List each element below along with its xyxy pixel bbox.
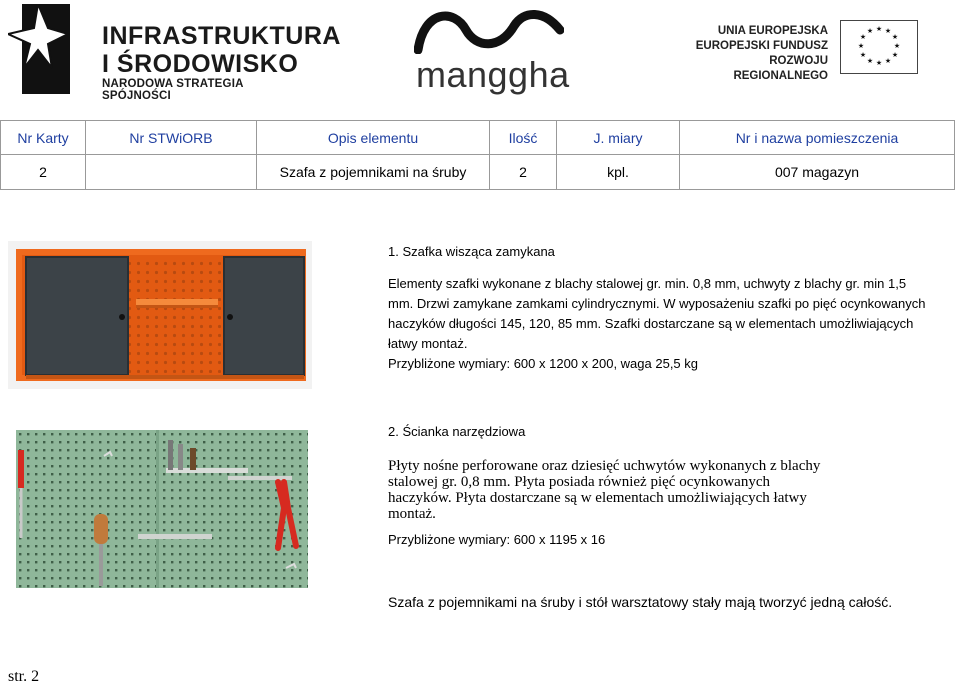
section1-line: haczyków długości 145, 120, 85 mm. Szafki dostarczane są w elementach umożliwiających: [388, 316, 914, 331]
infra-title-line2: I ŚRODOWISKO: [102, 50, 299, 78]
header-pomieszczenie: Nr i nazwa pomieszczenia: [680, 121, 955, 155]
cell-ilosc: 2: [490, 155, 557, 190]
section2-line: haczyków. Płyta dostarczane są w elementach umożliwiających łatwy: [388, 490, 807, 506]
header-ilosc: Ilość: [490, 121, 557, 155]
section2-dimensions: Przybliżone wymiary: 600 x 1195 x 16: [388, 532, 606, 547]
eu-text: [688, 24, 828, 84]
eu-line2: EUROPEJSKI FUNDUSZ: [695, 40, 828, 52]
manggha-wave-icon: [414, 4, 564, 54]
header-nr-karty: Nr Karty: [1, 121, 86, 155]
infra-star-emblem-icon: [8, 4, 70, 94]
svg-text:★: ★: [859, 33, 867, 41]
element-table: [0, 120, 955, 190]
eu-line1: UNIA EUROPEJSKA: [717, 25, 828, 37]
eu-flag-icon: [840, 20, 918, 74]
svg-text:★: ★: [875, 25, 883, 33]
section1-line: łatwy montaż.: [388, 336, 468, 351]
tool-board-image: [16, 430, 308, 588]
manggha-logo: [412, 4, 572, 96]
footer-note: Szafa z pojemnikami na śruby i stół warsztatowy stały mają tworzyć jedną całość.: [388, 594, 893, 610]
svg-text:★: ★: [891, 51, 899, 59]
header-nr-stwiorb: Nr STWiORB: [86, 121, 257, 155]
svg-text:★: ★: [866, 27, 874, 35]
svg-text:★: ★: [875, 59, 883, 67]
section1-line: Elementy szafki wykonane z blachy stalowej gr. min. 0,8 mm, uchwyty z blachy gr. min 1,5: [388, 276, 907, 291]
svg-text:★: ★: [893, 42, 901, 50]
section2-line: stalowej gr. 0,8 mm. Płyta posiada również pięć ocynkowanych: [388, 474, 770, 490]
cell-pomieszczenie: 007 magazyn: [680, 155, 955, 190]
infrastruktura-logo: [8, 0, 341, 102]
table-header-row: [1, 121, 955, 155]
section1-line: mm. Drzwi zamykane zamkami cylindrycznymi. W wyposażeniu szafki po pięć ocynkowanych: [388, 296, 926, 311]
svg-text:★: ★: [859, 51, 867, 59]
cell-opis-elementu: Szafa z pojemnikami na śruby: [257, 155, 490, 190]
infra-title-line1: INFRASTRUKTURA: [102, 22, 341, 50]
header-opis-elementu: Opis elementu: [257, 121, 490, 155]
table-row: [1, 155, 955, 190]
section2-line: Płyty nośne perforowane oraz dziesięć uchwytów wykonanych z blachy: [388, 458, 821, 474]
section1-dimensions: Przybliżone wymiary: 600 x 1200 x 200, waga 25,5 kg: [388, 356, 699, 371]
eu-line3: ROZWOJU REGIONALNEGO: [733, 55, 828, 82]
eu-logo: [688, 24, 950, 84]
infra-subtitle: NARODOWA STRATEGIA SPÓJNOŚCI: [102, 78, 244, 102]
section2-line: montaż.: [388, 506, 436, 522]
svg-text:★: ★: [891, 33, 899, 41]
svg-text:★: ★: [884, 27, 892, 35]
svg-text:★: ★: [884, 57, 892, 65]
section2: [388, 422, 948, 442]
cell-nr-stwiorb: [86, 155, 257, 190]
cabinet-image: [8, 241, 312, 389]
section2-body: [388, 458, 948, 522]
section1-body: [388, 274, 948, 374]
cell-nr-karty: 2: [1, 155, 86, 190]
section2-title: 2. Ścianka narzędziowa: [388, 424, 526, 439]
cell-j-miary: kpl.: [557, 155, 680, 190]
header-j-miary: J. miary: [557, 121, 680, 155]
svg-text:★: ★: [866, 57, 874, 65]
section1-title: 1. Szafka wisząca zamykana: [388, 244, 555, 259]
manggha-wordmark: manggha: [416, 54, 570, 95]
section1: [388, 242, 948, 262]
page-number: str. 2: [8, 668, 40, 685]
svg-text:★: ★: [857, 42, 865, 50]
